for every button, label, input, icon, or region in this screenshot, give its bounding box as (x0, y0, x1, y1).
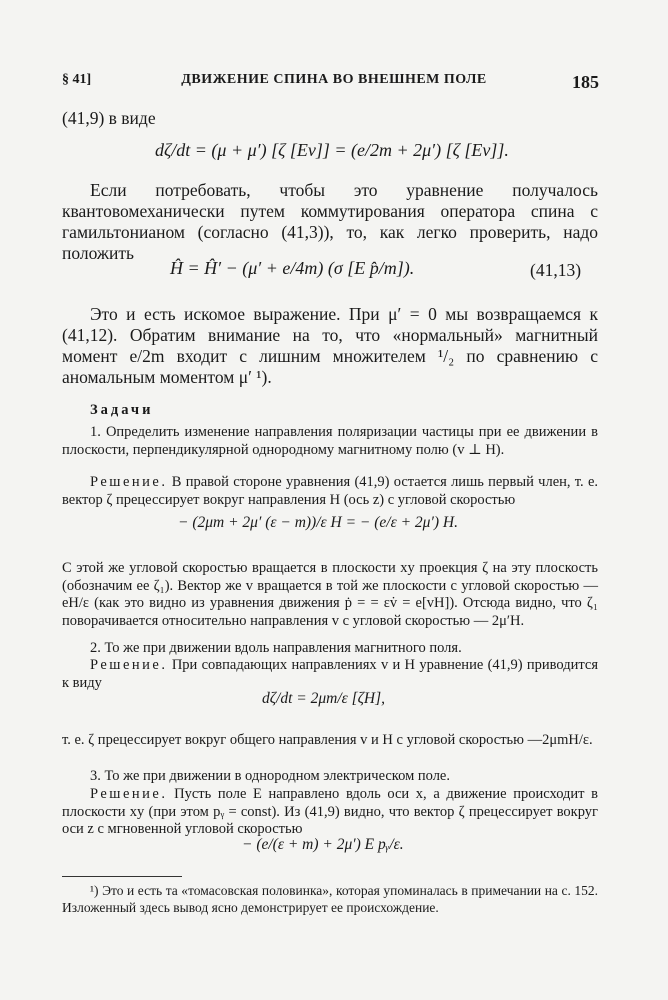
problem-2-continuation: т. е. ζ прецессирует вокруг общего направления v и H с угловой скоростью —2μmH/ε. (62, 732, 593, 748)
page-number: 185 (572, 72, 599, 92)
problem-1-statement: 1. Определить изменение направления поляризации частицы при ее движении в плоскости, перпендикулярной однородному магнитному полю (v ⊥ H). (62, 424, 598, 458)
problem-1-solution-text: В правой стороне уравнения (41,9) остается лишь первый член, т. е. вектор ζ прецессирует вокруг направления H (ось z) с угловой скоростью (62, 474, 599, 508)
solution-label: Решение. (90, 786, 168, 802)
footnote-separator (62, 876, 182, 877)
equation-number: (41,13) (530, 260, 582, 280)
paragraph-quantum: Если потребовать, чтобы это уравнение получалось квантовомеханически путем коммутирования оператора спина с гамильтонианом (согласно (41,3)), то, как легко проверить, надо положить (62, 180, 598, 263)
problem-3-solution (62, 786, 598, 839)
footnote: ¹) Это и есть та «томасовская половинка», которая упоминалась в примечании на с. 152. Изложенный здесь вывод ясно демонстрирует ее происхождение. (62, 883, 598, 915)
equation-angular-velocity: − (2μm + 2μ′ (ε − m))/ε H = − (e/ε + 2μ′) H. (178, 514, 458, 531)
problem-2-solution-text: При совпадающих направлениях v и H уравнение (41,9) приводится к виду (62, 657, 598, 691)
equation-hamiltonian: Ĥ = Ĥ′ − (μ′ + e/4m) (σ [E p̂/m]). (170, 258, 415, 278)
problems-heading: Задачи (90, 402, 154, 418)
running-title: ДВИЖЕНИЕ СПИНА ВО ВНЕШНЕМ ПОЛЕ (181, 72, 487, 87)
problem-2-solution (62, 657, 598, 692)
solution-label: Решение. (90, 474, 168, 490)
equation-precession: dζ/dt = (μ + μ′) [ζ [Ev]] = (e/2m + 2μ′) [ζ [Ev]]. (155, 140, 509, 160)
equation-instant-angular-velocity: − (e/(ε + m) + 2μ′) E pᵧ/ε. (242, 836, 404, 853)
problem-1-continuation: С этой же угловой скоростью вращается в плоскости xy проекция ζ на эту плоскость (обозначим ее ζ₁). Вектор же v вращается в той же плоскости с угловой скоростью —eH/ε (как это видно из уравнения движения ṗ = = εv̇ = e[vH]). Отсюда видно, что ζ₁ поворачивается относительно направления v с угловой скоростью — 2μ′H. (62, 560, 598, 629)
intro-line: (41,9) в виде (62, 108, 156, 128)
paragraph-conclusion: Это и есть искомое выражение. При μ′ = 0 мы возвращаемся к (41,12). Обратим внимание на то, что «нормальный» магнитный момент e/2m входит с лишним множителем ¹/₂ по сравнению с аномальным моментом μ′ ¹). (62, 304, 598, 387)
problem-3-statement: 3. То же при движении в однородном электрическом поле. (90, 768, 450, 784)
problem-2-statement: 2. То же при движении вдоль направления магнитного поля. (90, 640, 462, 656)
equation-precession-parallel: dζ/dt = 2μm/ε [ζH], (262, 690, 386, 707)
problem-3-solution-text: Пусть поле E направлено вдоль оси x, а движение происходит в плоскости xy (при этом pᵧ = const). Из (41,9) видно, что вектор ζ прецессирует вокруг оси z с мгновенной угловой скоростью (62, 786, 598, 838)
problem-1-solution (62, 474, 598, 509)
solution-label: Решение. (90, 657, 168, 673)
section-marker: § 41] (62, 72, 92, 87)
